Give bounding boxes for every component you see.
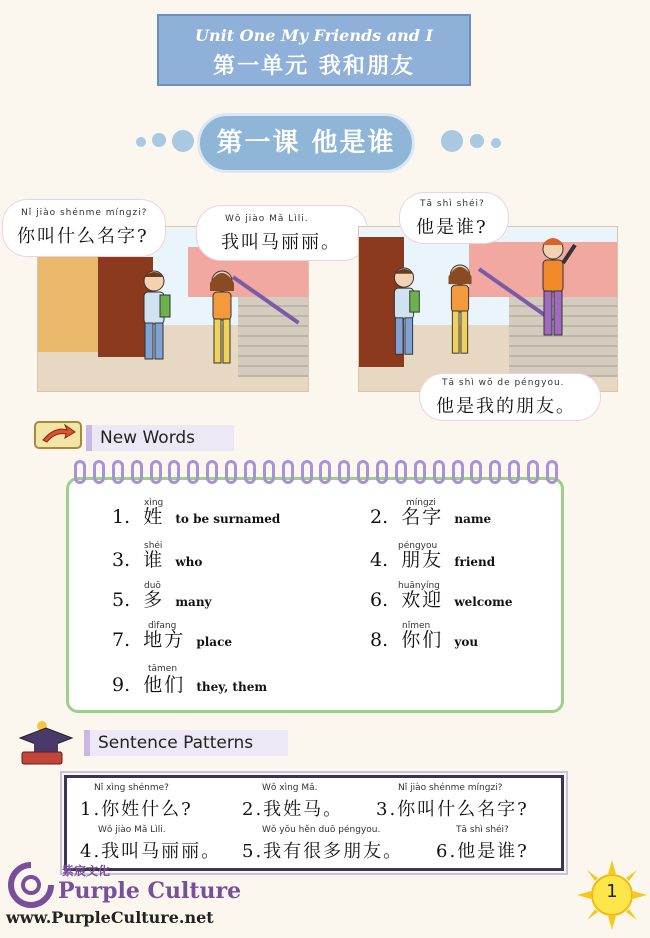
ring [489, 460, 501, 484]
sentence-patterns-title: Sentence Patterns [98, 733, 254, 753]
ring [527, 460, 539, 484]
bubble-hanzi: 你叫什么名字? [17, 226, 149, 247]
website-link[interactable]: www.PurpleCulture.net [6, 908, 214, 927]
ring [282, 460, 294, 484]
pattern-text: 6.他是谁? [436, 841, 529, 862]
unit-title-chinese: 第一单元 我和朋友 [213, 54, 415, 79]
word-number: 4. [370, 549, 389, 571]
word-hanzi: 朋友 [401, 549, 444, 571]
word-pinyin: dìfang [148, 621, 177, 631]
ring [376, 460, 388, 484]
word-number: 1. [112, 506, 131, 528]
girl-figure [437, 257, 483, 365]
notebook-rings [74, 460, 558, 488]
arrow-icon [33, 418, 83, 452]
page-number: 1 [606, 881, 618, 902]
word-english: you [454, 635, 479, 649]
unit-title-english: Unit One My Friends and I [195, 26, 433, 45]
graduation-cap-icon [14, 712, 78, 768]
word-hanzi: 你们 [401, 629, 444, 651]
word-entry [112, 498, 281, 529]
ring [338, 460, 350, 484]
ring [414, 460, 426, 484]
word-english: who [175, 555, 203, 569]
unit-banner [157, 14, 471, 86]
word-english: many [175, 595, 212, 609]
lesson-title: 第一课 他是谁 [197, 113, 415, 173]
ring [187, 460, 199, 484]
ring [131, 460, 143, 484]
word-entry [112, 541, 203, 572]
word-number: 3. [112, 549, 131, 571]
word-hanzi: 欢迎 [401, 589, 444, 611]
word-number: 5. [112, 589, 131, 611]
comic-panel-2 [358, 226, 618, 392]
ring [508, 460, 520, 484]
speech-bubble [400, 193, 508, 243]
word-entry [370, 621, 479, 652]
pattern-pinyin: Nǐ xìng shénme? [94, 783, 169, 793]
word-hanzi: 地方 [143, 629, 186, 651]
bubble-pinyin: Nǐ jiào shénme míngzi? [21, 208, 148, 218]
word-number: 8. [370, 629, 389, 651]
word-entry [370, 541, 496, 572]
ring [206, 460, 218, 484]
word-english: welcome [454, 595, 513, 609]
pattern-pinyin: Wǒ jiào Mǎ Lìli. [98, 825, 166, 835]
ring [112, 460, 124, 484]
pattern-item [376, 783, 529, 821]
word-pinyin: míngzi [406, 498, 436, 508]
boy-figure [130, 267, 178, 367]
ring [433, 460, 445, 484]
word-hanzi: 姓 [143, 506, 165, 528]
word-number: 2. [370, 506, 389, 528]
word-hanzi: 他们 [143, 674, 186, 696]
word-entry [112, 581, 212, 612]
ring [225, 460, 237, 484]
pattern-pinyin: Wǒ yǒu hěn duō péngyou. [262, 825, 381, 835]
decor-dot [441, 130, 463, 152]
bubble-hanzi: 我叫马丽丽。 [221, 232, 341, 253]
sentence-patterns-header [84, 730, 288, 756]
word-hanzi: 名字 [401, 506, 444, 528]
word-hanzi: 多 [143, 589, 165, 611]
pattern-text: 5.我有很多朋友。 [242, 841, 404, 862]
pattern-text: 3.你叫什么名字? [376, 799, 529, 820]
word-english: they, them [196, 680, 268, 694]
bubble-pinyin: Wǒ jiào Mǎ Lìli. [225, 214, 309, 224]
word-english: place [196, 635, 233, 649]
word-number: 6. [370, 589, 389, 611]
ring [74, 460, 86, 484]
ring [150, 460, 162, 484]
new-words-title: New Words [100, 428, 196, 448]
word-pinyin: duō [144, 581, 161, 591]
ring [244, 460, 256, 484]
ring [357, 460, 369, 484]
pattern-pinyin: Nǐ jiào shénme míngzi? [398, 783, 503, 793]
purple-culture-logo-icon [8, 862, 54, 908]
bubble-pinyin: Tā shì wǒ de péngyou. [442, 378, 565, 388]
pattern-pinyin: Tā shì shéi? [456, 825, 509, 835]
word-english: name [454, 512, 492, 526]
decor-dot [470, 134, 484, 148]
pattern-item [242, 825, 404, 863]
ring [319, 460, 331, 484]
stairs-illustration [238, 297, 308, 377]
logo-chinese: 紫宸文化 [62, 864, 111, 878]
word-number: 9. [112, 674, 131, 696]
word-pinyin: shéi [144, 541, 163, 551]
word-pinyin: nǐmen [402, 621, 431, 631]
word-number: 7. [112, 629, 131, 651]
ring [470, 460, 482, 484]
decor-dot [152, 133, 166, 147]
pattern-text: 4.我叫马丽丽。 [80, 841, 222, 862]
word-english: friend [454, 555, 496, 569]
pattern-text: 1.你姓什么? [80, 799, 193, 820]
pattern-text: 2.我姓马。 [242, 799, 344, 820]
decor-dot [172, 130, 194, 152]
decor-dot [491, 138, 501, 148]
logo-text: Purple Culture [58, 878, 242, 904]
pattern-pinyin: Wǒ xìng Mǎ. [262, 783, 318, 793]
ring [168, 460, 180, 484]
pattern-item [80, 825, 222, 863]
speech-bubble [197, 206, 367, 260]
new-words-header [86, 425, 234, 451]
word-hanzi: 谁 [143, 549, 165, 571]
ring [395, 460, 407, 484]
ring [452, 460, 464, 484]
boy-figure [381, 262, 427, 366]
word-pinyin: péngyou [398, 541, 438, 551]
decor-dot [136, 137, 146, 147]
word-entry [370, 581, 513, 612]
word-pinyin: tāmen [148, 664, 178, 674]
pattern-item [80, 783, 193, 821]
word-pinyin: huānyíng [398, 581, 440, 591]
ring [301, 460, 313, 484]
bubble-hanzi: 他是谁? [416, 217, 488, 238]
ring [263, 460, 275, 484]
bubble-pinyin: Tā shì shéi? [420, 199, 485, 209]
girl-figure [198, 267, 246, 371]
speech-bubble [3, 200, 165, 256]
word-entry [112, 621, 233, 652]
word-english: to be surnamed [175, 512, 281, 526]
friend-figure [527, 235, 579, 347]
bubble-hanzi: 他是我的朋友。 [436, 396, 576, 417]
speech-bubble [420, 374, 600, 420]
word-pinyin: xìng [144, 498, 164, 508]
ring [93, 460, 105, 484]
ring [546, 460, 558, 484]
pattern-item [436, 825, 529, 863]
word-entry [112, 664, 268, 697]
pattern-item [242, 783, 344, 821]
word-entry [370, 498, 492, 529]
